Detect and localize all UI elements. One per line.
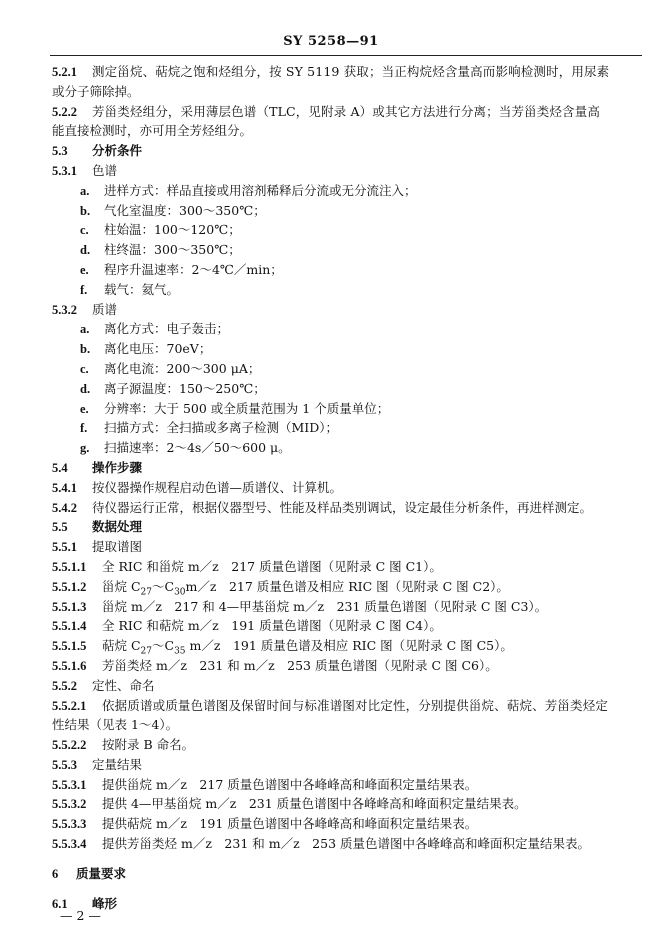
clause-text: 色谱 bbox=[92, 162, 118, 178]
list-letter: f. bbox=[80, 421, 88, 436]
clause-text: 芳甾类烃 m／z 231 和 m／z 253 质量色谱图（见附录 C 图 C6）。 bbox=[102, 657, 498, 673]
clause-5-5-1-1 bbox=[52, 557, 642, 577]
clause-5-4-1 bbox=[52, 478, 642, 498]
page-header: SY 5258—91 bbox=[283, 34, 379, 49]
clause-5-2-1 bbox=[52, 62, 642, 82]
clause-text: 提供萜烷 m／z 191 质量色谱图中各峰峰高和峰面积定量结果表。 bbox=[102, 816, 478, 832]
clause-5-5-3-3 bbox=[52, 814, 642, 834]
clause-number: 5.5.3.1 bbox=[52, 777, 87, 792]
spacer bbox=[52, 884, 642, 894]
clause-text: 提取谱图 bbox=[92, 539, 143, 555]
section-number: 6.1 bbox=[52, 896, 68, 911]
list-letter: g. bbox=[80, 441, 90, 456]
section-title: 峰形 bbox=[92, 895, 118, 911]
clause-5-2-2 bbox=[52, 102, 642, 122]
list-letter: b. bbox=[80, 203, 91, 218]
clause-5-5-3-4 bbox=[52, 834, 642, 854]
subscript: 35 bbox=[174, 646, 186, 657]
list-letter: d. bbox=[80, 381, 91, 396]
clause-text: 定量结果 bbox=[92, 756, 143, 772]
clause-text-mid: ～C bbox=[152, 578, 175, 594]
clause-5-5-2-1 bbox=[52, 696, 642, 716]
list-text: 程序升温速率：2～4℃／min； bbox=[104, 261, 283, 277]
list-letter: d. bbox=[80, 243, 91, 258]
section-title: 操作步骤 bbox=[92, 459, 143, 475]
clause-number: 5.5.2.2 bbox=[52, 738, 87, 753]
clause-text: 提供 4—甲基甾烷 m／z 231 质量色谱图中各峰峰高和峰面积定量结果表。 bbox=[102, 796, 527, 812]
clause-text: 甾烷 m／z 217 和 4—甲基甾烷 m／z 231 质量色谱图（见附录 C 图 C3）。 bbox=[102, 598, 548, 614]
clause-number: 5.5.1.1 bbox=[52, 559, 87, 574]
section-number: 5.3 bbox=[52, 144, 68, 159]
clause-number: 5.4.1 bbox=[52, 480, 77, 495]
clause-5-5-1-2 bbox=[52, 577, 642, 597]
subscript: 27 bbox=[140, 646, 152, 657]
clause-text: 定性、命名 bbox=[92, 677, 155, 693]
list-text: 柱始温：100～120℃； bbox=[104, 222, 241, 238]
clause-number: 5.5.3.3 bbox=[52, 817, 87, 832]
clause-text: 质谱 bbox=[92, 301, 118, 317]
section-5-4 bbox=[52, 458, 642, 478]
clause-5-5-2-2 bbox=[52, 735, 642, 755]
clause-number: 5.5.1.2 bbox=[52, 579, 87, 594]
clause-text-suffix: m／z 191 质量色谱及相应 RIC 图（见附录 C 图 C5）。 bbox=[185, 638, 513, 654]
clause-5-5-1 bbox=[52, 537, 642, 557]
clause-text-suffix: m／z 217 质量色谱及相应 RIC 图（见附录 C 图 C2）。 bbox=[185, 578, 509, 594]
list-letter: a. bbox=[80, 322, 90, 337]
subscript: 30 bbox=[174, 587, 186, 598]
clause-number: 5.5.1.5 bbox=[52, 639, 87, 654]
list-item bbox=[52, 280, 642, 300]
section-5-3 bbox=[52, 141, 642, 161]
clause-number: 5.5.1.3 bbox=[52, 599, 87, 614]
clause-text-mid: ～C bbox=[152, 638, 175, 654]
section-title: 分析条件 bbox=[92, 143, 143, 159]
list-item bbox=[52, 399, 642, 419]
clause-number: 5.5.3.2 bbox=[52, 797, 87, 812]
clause-number: 5.5.3.4 bbox=[52, 837, 87, 852]
clause-number: 5.3.1 bbox=[52, 163, 77, 178]
clause-text: 提供甾烷 m／z 217 质量色谱图中各峰峰高和峰面积定量结果表。 bbox=[102, 776, 478, 792]
clause-5-5-1-6 bbox=[52, 656, 642, 676]
list-item bbox=[52, 319, 642, 339]
list-letter: e. bbox=[80, 262, 89, 277]
section-5-5 bbox=[52, 517, 642, 537]
list-text: 离子源温度：150～250℃； bbox=[104, 380, 266, 396]
clause-text-prefix: 萜烷 C bbox=[102, 638, 141, 654]
list-item bbox=[52, 181, 642, 201]
chapter-title: 质量要求 bbox=[76, 865, 127, 881]
section-6-1 bbox=[52, 894, 642, 914]
clause-text: 提供芳甾类烃 m／z 231 和 m／z 253 质量色谱图中各峰峰高和峰面积定量结果表。 bbox=[102, 836, 590, 852]
clause-text: 待仪器运行正常，根据仪器型号、性能及样品类别调试，设定最佳分析条件，再进样测定。 bbox=[92, 499, 593, 515]
list-letter: c. bbox=[80, 361, 89, 376]
clause-number: 5.5.3 bbox=[52, 757, 77, 772]
list-text: 离化电压：70eV； bbox=[104, 341, 212, 357]
list-item bbox=[52, 359, 642, 379]
clause-number: 5.4.2 bbox=[52, 500, 77, 515]
clause-5-5-1-4 bbox=[52, 616, 642, 636]
list-text: 载气：氦气。 bbox=[104, 281, 180, 297]
clause-5-5-3-2 bbox=[52, 794, 642, 814]
list-text: 气化室温度：300～350℃； bbox=[104, 202, 266, 218]
clause-number: 5.3.2 bbox=[52, 302, 77, 317]
clause-number: 5.2.1 bbox=[52, 65, 77, 79]
clause-text: 依据质谱或质量色谱图及保留时间与标准谱图对比定性，分别提供甾烷、萜烷、芳甾类烃定 bbox=[102, 697, 609, 713]
list-letter: c. bbox=[80, 223, 89, 238]
clause-text: 按附录 B 命名。 bbox=[102, 737, 195, 753]
list-item bbox=[52, 240, 642, 260]
list-item bbox=[52, 220, 642, 240]
clause-5-2-2-continuation: 能直接检测时，亦可用全芳烃组分。 bbox=[52, 123, 253, 139]
clause-number: 5.5.1.6 bbox=[52, 658, 87, 673]
header-rule bbox=[50, 55, 642, 56]
section-number: 5.4 bbox=[52, 460, 68, 475]
clause-number: 5.5.1.4 bbox=[52, 619, 87, 634]
section-number: 5.5 bbox=[52, 520, 68, 535]
list-item bbox=[52, 339, 642, 359]
list-text: 扫描速率：2～4s／50～600 μ。 bbox=[104, 440, 291, 456]
clause-5-5-2-1-continuation: 性结果（见表 1～4）。 bbox=[52, 717, 179, 733]
chapter-number: 6 bbox=[52, 866, 59, 881]
list-text: 扫描方式：全扫描或多离子检测（MID）； bbox=[104, 420, 339, 436]
list-letter: a. bbox=[80, 183, 90, 198]
list-item bbox=[52, 379, 642, 399]
clause-text-prefix: 甾烷 C bbox=[102, 578, 141, 594]
clause-number: 5.5.2 bbox=[52, 678, 77, 693]
clause-5-3-2 bbox=[52, 300, 642, 320]
clause-text: 按仪器操作规程启动色谱—质谱仪、计算机。 bbox=[92, 479, 343, 495]
list-text: 离化电流：200～300 μA； bbox=[104, 360, 261, 376]
clause-5-3-1 bbox=[52, 161, 642, 181]
clause-number: 5.5.2.1 bbox=[52, 698, 87, 713]
clause-5-5-3-1 bbox=[52, 775, 642, 795]
document-body bbox=[52, 62, 642, 913]
list-letter: f. bbox=[80, 282, 88, 297]
section-title: 数据处理 bbox=[92, 519, 143, 535]
chapter-6 bbox=[52, 864, 642, 884]
list-text: 分辨率：大于 500 或全质量范围为 1 个质量单位； bbox=[104, 400, 390, 416]
clause-5-2-1-continuation: 或分子筛除掉。 bbox=[52, 83, 140, 99]
clause-5-5-2 bbox=[52, 676, 642, 696]
list-letter: e. bbox=[80, 401, 89, 416]
clause-text: 测定甾烷、萜烷之饱和烃组分，按 SY 5119 获取；当正构烷烃含量高而影响检测时，用尿素 bbox=[92, 64, 610, 79]
list-letter: b. bbox=[80, 342, 91, 357]
spacer bbox=[52, 854, 642, 864]
clause-5-5-1-5 bbox=[52, 636, 642, 656]
clause-text: 芳甾类烃组分，采用薄层色谱（TLC，见附录 A）或其它方法进行分离；当芳甾类烃含量高 bbox=[92, 103, 601, 119]
clause-5-4-2 bbox=[52, 498, 642, 518]
list-item bbox=[52, 260, 642, 280]
clause-text: 全 RIC 和萜烷 m／z 191 质量色谱图（见附录 C 图 C4）。 bbox=[102, 618, 442, 634]
list-text: 柱终温：300～350℃； bbox=[104, 242, 241, 258]
clause-text: 全 RIC 和甾烷 m／z 217 质量色谱图（见附录 C 图 C1）。 bbox=[102, 558, 442, 574]
clause-5-5-3 bbox=[52, 755, 642, 775]
list-item bbox=[52, 201, 642, 221]
list-text: 离化方式：电子轰击； bbox=[104, 321, 230, 337]
list-item bbox=[52, 418, 642, 438]
page-number: — 2 — bbox=[60, 908, 101, 923]
subscript: 27 bbox=[140, 587, 152, 598]
list-text: 进样方式：样品直接或用溶剂稀释后分流或无分流注入； bbox=[104, 182, 417, 198]
clause-5-5-1-3 bbox=[52, 597, 642, 617]
clause-number: 5.2.2 bbox=[52, 104, 77, 119]
list-item bbox=[52, 438, 642, 458]
clause-number: 5.5.1 bbox=[52, 540, 77, 555]
